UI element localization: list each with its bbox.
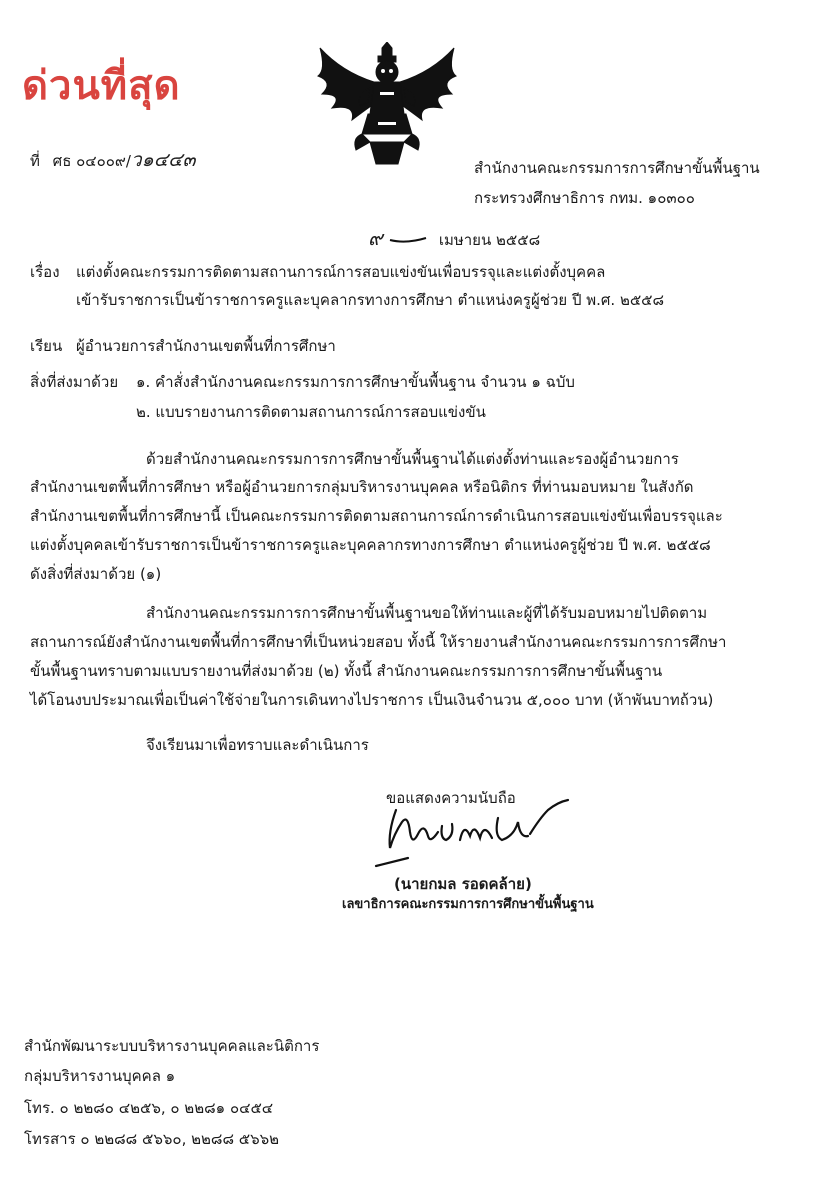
enclosures-label: สิ่งที่ส่งมาด้วย (30, 373, 119, 391)
garuda-emblem-icon (312, 42, 462, 168)
footer-fax: โทรสาร ๐ ๒๒๘๘ ๕๖๖๐, ๒๒๘๘ ๕๖๖๒ (24, 1130, 280, 1148)
doc-number-label: ที่ (30, 152, 40, 170)
body-para-1-line: แต่งตั้งบุคคลเข้ารับราชการเป็นข้าราชการครูและบุคคลากรทางการศึกษา ตำแหน่งครูผู้ช่วย ปี พ.ศ. ๒๕๕๘ (30, 536, 711, 554)
doc-number-handwritten: ว๑๔๔๓ (130, 149, 196, 171)
body-para-2-line: สถานการณ์ยังสำนักงานเขตพื้นที่การศึกษาที่เป็นหน่วยสอบ ทั้งนี้ ให้รายงานสำนักงานคณะกรรมการการศึกษา (30, 633, 727, 651)
footer-department: สำนักพัฒนาระบบบริหารงานบุคคลและนิติการ (24, 1037, 320, 1055)
signatory-name: (นายกมล รอดคล้าย) (394, 875, 532, 893)
handwritten-signature (368, 792, 578, 870)
enclosure-item: ๒. แบบรายงานการติดตามสถานการณ์การสอบแข่งขัน (136, 403, 486, 421)
recipient-text: ผู้อำนวยการสำนักงานเขตพื้นที่การศึกษา (76, 337, 336, 355)
body-para-2-line: ขั้นพื้นฐานทราบตามแบบรายงานที่ส่งมาด้วย (๒) ทั้งนี้ สำนักงานคณะกรรมการการศึกษาขั้นพื้นฐาน (30, 662, 663, 680)
subject-label: เรื่อง (30, 263, 60, 281)
enclosure-item: ๑. คำสั่งสำนักงานคณะกรรมการการศึกษาขั้นพื้นฐาน จำนวน ๑ ฉบับ (136, 373, 575, 391)
body-para-1-line: ดังสิ่งที่ส่งมาด้วย (๑) (30, 565, 162, 583)
recipient-label: เรียน (30, 337, 63, 355)
signatory-position: เลขาธิการคณะกรรมการการศึกษาขั้นพื้นฐาน (342, 897, 594, 912)
doc-number-code: ศธ ๐๔๐๐๙/ (52, 152, 131, 170)
footer-group: กลุ่มบริหารงานบุคคล ๑ (24, 1067, 176, 1085)
issuer-address: กระทรวงศึกษาธิการ กทม. ๑๐๓๐๐ (474, 189, 695, 207)
body-para-2-line: ได้โอนงบประมาณเพื่อเป็นค่าใช้จ่ายในการเดินทางไปราชการ เป็นเงินจำนวน ๕,๐๐๐ บาท (ห้าพันบาทถ้วน) (30, 691, 714, 709)
date-stroke-icon (388, 234, 428, 248)
footer-phone: โทร. ๐ ๒๒๘๐ ๔๒๕๖, ๐ ๒๒๘๑ ๐๔๕๔ (24, 1099, 274, 1117)
issuer-office: สำนักงานคณะกรรมการการศึกษาขั้นพื้นฐาน (474, 159, 760, 177)
subject-line-2: เข้ารับราชการเป็นข้าราชการครูและบุคลากรทางการศึกษา ตำแหน่งครูผู้ช่วย ปี พ.ศ. ๒๕๕๘ (76, 291, 665, 309)
body-para-1-line: ด้วยสำนักงานคณะกรรมการการศึกษาขั้นพื้นฐานได้แต่งตั้งท่านและรองผู้อำนวยการ (146, 450, 679, 468)
doc-number (30, 150, 195, 171)
letter-date (368, 222, 540, 254)
body-para-1-line: สำนักงานเขตพื้นที่การศึกษานี้ เป็นคณะกรรมการติดตามสถานการณ์การดำเนินการสอบแข่งขันเพื่อบรรจุและ (30, 507, 723, 525)
closing-line: จึงเรียนมาเพื่อทราบและดำเนินการ (146, 736, 369, 754)
subject-line-1: แต่งตั้งคณะกรรมการติดตามสถานการณ์การสอบแข่งขันเพื่อบรรจุและแต่งตั้งบุคคล (76, 263, 606, 281)
body-para-2-line: สำนักงานคณะกรรมการการศึกษาขั้นพื้นฐานขอให้ท่านและผู้ที่ได้รับมอบหมายไปติดตาม (146, 604, 708, 622)
signature-salutation: ขอแสดงความนับถือ (386, 789, 516, 807)
body-para-1-line: สำนักงานเขตพื้นที่การศึกษา หรือผู้อำนวยการกลุ่มบริหารงานบุคคล หรือนิติกร ที่ท่านมอบหมาย ในสังกัด (30, 478, 694, 496)
date-month-year: เมษายน ๒๕๕๘ (438, 231, 541, 249)
date-day-handwritten: ๙ (368, 226, 383, 250)
urgency-stamp: ด่วนที่สุด (22, 63, 181, 109)
